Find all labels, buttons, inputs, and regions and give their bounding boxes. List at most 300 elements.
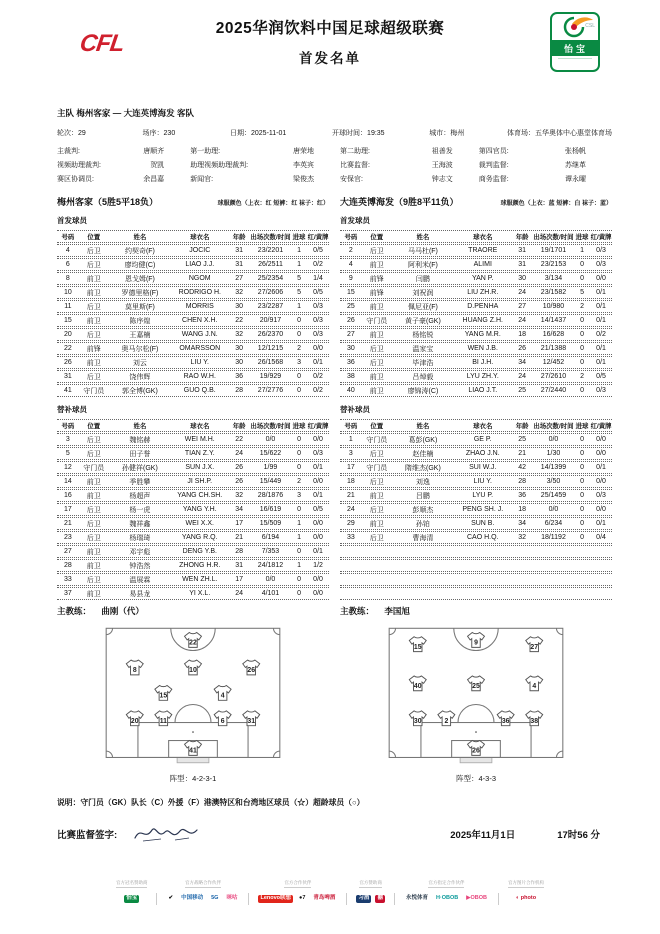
player-jersey-icon bbox=[126, 711, 143, 726]
player-cell: YANG Y.H. bbox=[182, 506, 217, 513]
player-cell: 前锋 bbox=[369, 275, 384, 283]
official-name: 祖善发 bbox=[431, 148, 453, 155]
player-cell: 0/0 bbox=[313, 520, 323, 527]
player-cell: 约契奇(F) bbox=[124, 247, 155, 255]
player-cell: 32 bbox=[235, 492, 244, 499]
svg-text:15: 15 bbox=[413, 643, 422, 651]
player-row bbox=[340, 370, 612, 383]
player-cell: 26 bbox=[346, 317, 355, 324]
player-cell: 后卫 bbox=[86, 373, 101, 381]
player-cell: 0/1 bbox=[596, 464, 606, 471]
player-cell: 25 bbox=[346, 303, 355, 310]
player-cell: 孙铂 bbox=[415, 520, 430, 528]
player-cell: 0/0 bbox=[548, 506, 559, 513]
player-cell: 20 bbox=[63, 331, 72, 338]
player-cell: 24 bbox=[235, 590, 244, 597]
svg-text:27: 27 bbox=[530, 643, 539, 651]
home-formation-caption: 阵型：4-2-3-1 bbox=[169, 774, 217, 783]
player-cell: 陈序煌 bbox=[129, 317, 151, 325]
sponsor-logo: 习酒 bbox=[358, 895, 370, 902]
player-row bbox=[340, 433, 612, 446]
player-cell: 马马杜(F) bbox=[407, 247, 438, 255]
sponsor-caption: 官方合作伙伴 bbox=[284, 880, 311, 888]
svg-text:31: 31 bbox=[247, 718, 256, 726]
player-row bbox=[57, 328, 329, 341]
column-header: 年龄 bbox=[515, 234, 529, 241]
sponsor-group bbox=[258, 871, 337, 905]
svg-text:2: 2 bbox=[444, 718, 449, 726]
player-cell: 前卫 bbox=[369, 303, 384, 311]
player-cell: 0 bbox=[297, 450, 301, 457]
player-cell: 12/452 bbox=[542, 359, 565, 366]
player-row bbox=[57, 300, 329, 313]
player-cell: 0 bbox=[580, 464, 584, 471]
column-header: 号码 bbox=[344, 234, 358, 241]
player-jersey-icon bbox=[468, 741, 485, 756]
match-info-row bbox=[57, 128, 612, 138]
signature-row bbox=[57, 823, 612, 845]
home-coach-line bbox=[57, 605, 329, 617]
player-jersey-icon bbox=[468, 676, 485, 691]
player-cell: 3 bbox=[297, 359, 301, 366]
player-cell: 0/1 bbox=[313, 548, 323, 555]
away-formation-caption: 阵型：4-3-3 bbox=[455, 774, 496, 783]
player-cell: 后卫 bbox=[86, 576, 101, 584]
sponsor-caption: 官方图片合作机构 bbox=[508, 880, 544, 888]
player-cell: 14/1399 bbox=[540, 464, 567, 471]
player-cell: 前卫 bbox=[369, 331, 384, 339]
player-cell: 6/234 bbox=[544, 520, 563, 527]
home-subs-table bbox=[57, 419, 329, 600]
official-role-label: 裁判监督: bbox=[478, 162, 509, 169]
player-cell: 3 bbox=[65, 436, 70, 443]
player-cell: 31 bbox=[518, 261, 527, 268]
official-cell bbox=[340, 160, 479, 170]
player-row bbox=[57, 370, 329, 383]
player-cell: 1/4 bbox=[313, 275, 323, 282]
player-cell: 阿利米(F) bbox=[407, 261, 438, 269]
player-cell: GUO Q.B. bbox=[183, 387, 216, 394]
player-cell: 17 bbox=[63, 506, 72, 513]
player-row bbox=[57, 545, 329, 558]
official-role-label: 安保官: bbox=[340, 176, 363, 183]
player-jersey-icon bbox=[185, 633, 202, 648]
home-formation bbox=[103, 625, 283, 784]
player-cell: 后卫 bbox=[369, 345, 384, 353]
legend-note: 说明：守门员（GK）队长（C）外援（F）港澳特区和台湾地区球员（☆）超龄球员（○） bbox=[57, 798, 365, 807]
player-cell: 12/1215 bbox=[257, 345, 284, 352]
away-starters-body bbox=[340, 244, 612, 397]
home-team-header bbox=[57, 195, 329, 208]
player-row bbox=[57, 433, 329, 446]
player-cell: WANG J.N. bbox=[181, 331, 218, 338]
player-cell: RODRIGO H. bbox=[178, 289, 221, 296]
player-cell: LIU Y. bbox=[190, 359, 209, 366]
player-cell: PENG SH. J. bbox=[462, 506, 504, 513]
sponsor-logo: ✔ bbox=[168, 895, 174, 902]
player-jersey-icon bbox=[126, 660, 143, 675]
sponsor-group bbox=[116, 871, 148, 905]
page-title: 2025华润饮料中国足球超级联赛 bbox=[215, 20, 445, 37]
player-cell: 后卫 bbox=[86, 450, 101, 458]
sponsor-items bbox=[166, 893, 239, 905]
player-cell: 0/3 bbox=[596, 247, 606, 254]
player-cell: 32 bbox=[235, 289, 244, 296]
player-cell: 23/1582 bbox=[540, 289, 567, 296]
player-jersey-icon bbox=[185, 660, 202, 675]
official-name: 谭永曜 bbox=[564, 176, 586, 183]
player-cell: 0/1 bbox=[596, 289, 606, 296]
player-cell: 杨瑞琦 bbox=[129, 534, 151, 542]
official-name: 张杨帆 bbox=[564, 148, 586, 155]
player-cell: 后卫 bbox=[369, 247, 384, 255]
player-cell: 0/1 bbox=[596, 303, 606, 310]
player-row bbox=[57, 447, 329, 460]
player-cell: 15 bbox=[63, 317, 72, 324]
player-cell: 0 bbox=[580, 492, 584, 499]
player-cell: 24 bbox=[346, 506, 355, 513]
sponsor-divider bbox=[346, 893, 347, 905]
away-coach-name: 李国旭 bbox=[384, 606, 410, 616]
sponsor-logo: 永悦体育 bbox=[405, 895, 428, 902]
player-cell: SUI W.J. bbox=[469, 464, 497, 471]
player-cell: WEN J.B. bbox=[467, 345, 498, 352]
match-info-item: 城市：梅州 bbox=[429, 130, 465, 137]
header bbox=[0, 0, 660, 94]
away-coach-line bbox=[340, 605, 612, 617]
player-row bbox=[57, 286, 329, 299]
player-cell: 0 bbox=[297, 317, 301, 324]
official-cell bbox=[57, 146, 190, 156]
player-row bbox=[57, 517, 329, 530]
page-subtitle: 首发名单 bbox=[299, 51, 361, 66]
player-cell: 16/619 bbox=[259, 506, 282, 513]
player-cell: 0 bbox=[297, 387, 301, 394]
player-cell: 23/2287 bbox=[257, 303, 284, 310]
svg-text:40: 40 bbox=[413, 683, 422, 691]
player-cell: 前卫 bbox=[369, 387, 384, 395]
sponsor-divider bbox=[498, 893, 499, 905]
player-cell: 后卫 bbox=[369, 359, 384, 367]
column-header: 号码 bbox=[61, 423, 75, 430]
column-header: 出场次数/时间 bbox=[250, 423, 291, 430]
player-cell: 后卫 bbox=[369, 478, 384, 486]
official-role-label: 主裁判: bbox=[57, 148, 80, 155]
player-row bbox=[57, 384, 329, 397]
sponsor-logo: 青岛啤酒 bbox=[313, 895, 336, 902]
player-cell: 后卫 bbox=[86, 261, 101, 269]
player-cell: 28 bbox=[235, 387, 244, 394]
player-row bbox=[340, 545, 612, 558]
player-cell: 3 bbox=[348, 450, 353, 457]
player-row bbox=[340, 258, 612, 271]
player-row bbox=[340, 272, 612, 285]
away-starters-label: 首发球员 bbox=[340, 216, 370, 225]
player-cell: 0/5 bbox=[313, 506, 323, 513]
player-cell: LIAO J.J. bbox=[185, 261, 215, 268]
column-header: 号码 bbox=[61, 234, 75, 241]
player-row bbox=[57, 258, 329, 271]
player-cell: 36 bbox=[235, 373, 244, 380]
player-cell: 0 bbox=[297, 576, 301, 583]
player-cell: 0 bbox=[580, 436, 584, 443]
away-team-header bbox=[340, 195, 612, 208]
svg-text:6: 6 bbox=[220, 718, 225, 726]
player-cell: 34 bbox=[518, 520, 527, 527]
player-row bbox=[57, 244, 329, 257]
player-jersey-icon bbox=[438, 711, 455, 726]
player-cell: 25 bbox=[518, 387, 527, 394]
player-cell: 隋维杰(GK) bbox=[405, 464, 441, 472]
player-cell: YANG M.R. bbox=[464, 331, 501, 338]
player-cell: 32 bbox=[518, 534, 527, 541]
column-header: 姓名 bbox=[416, 234, 430, 241]
content bbox=[0, 107, 660, 845]
svg-text:10: 10 bbox=[189, 667, 197, 675]
player-cell: OMARSSON bbox=[179, 345, 221, 352]
player-cell: 后卫 bbox=[86, 520, 101, 528]
player-cell: 22 bbox=[63, 345, 72, 352]
player-cell: 0/0 bbox=[596, 478, 606, 485]
player-cell: 24 bbox=[518, 289, 527, 296]
column-header: 红/黄牌 bbox=[307, 423, 329, 430]
yibao-sponsor-logo bbox=[550, 12, 600, 72]
player-cell: 0 bbox=[580, 345, 584, 352]
player-cell: 27/2606 bbox=[257, 289, 284, 296]
home-team-column bbox=[57, 195, 329, 784]
player-cell: 0 bbox=[580, 261, 584, 268]
official-name: 王海波 bbox=[431, 162, 453, 169]
player-cell: 吕焯毅 bbox=[412, 373, 434, 381]
player-cell: 4 bbox=[65, 247, 70, 254]
player-cell: 前卫 bbox=[369, 261, 384, 269]
player-cell: 37 bbox=[63, 590, 72, 597]
player-row bbox=[57, 587, 329, 600]
column-header: 位置 bbox=[87, 423, 101, 430]
player-cell: 0/5 bbox=[313, 247, 323, 254]
player-cell: 0/2 bbox=[313, 387, 323, 394]
player-cell: 15/622 bbox=[259, 450, 282, 457]
player-cell: 0/4 bbox=[596, 534, 606, 541]
player-cell: 1 bbox=[297, 247, 301, 254]
player-cell: 16 bbox=[63, 492, 72, 499]
player-cell: TIAN Z.Y. bbox=[184, 450, 215, 457]
player-cell: 14 bbox=[63, 478, 72, 485]
svg-text:11: 11 bbox=[159, 718, 167, 726]
player-cell: 27 bbox=[63, 548, 72, 555]
yibao-tagline-line bbox=[558, 58, 592, 67]
player-cell: ALIMI bbox=[473, 261, 492, 268]
player-row bbox=[340, 475, 612, 488]
player-cell: 27/2776 bbox=[257, 387, 284, 394]
player-cell: 15/509 bbox=[259, 520, 282, 527]
player-jersey-icon bbox=[214, 711, 231, 726]
player-cell: 0 bbox=[297, 548, 301, 555]
player-cell: 19/929 bbox=[259, 373, 282, 380]
match-info-item: 轮次：29 bbox=[57, 130, 86, 137]
player-cell: 0 bbox=[580, 478, 584, 485]
player-cell: 0/1 bbox=[313, 359, 323, 366]
player-cell: WEN ZH.L. bbox=[182, 576, 218, 583]
player-cell: 0 bbox=[580, 387, 584, 394]
player-cell: 廖均健(C) bbox=[124, 261, 156, 269]
player-cell: 5 bbox=[580, 289, 584, 296]
player-cell: 0 bbox=[297, 436, 301, 443]
player-row bbox=[340, 573, 612, 586]
player-cell: 19/1701 bbox=[540, 247, 567, 254]
player-jersey-icon bbox=[409, 637, 426, 652]
player-cell: 27/2440 bbox=[540, 387, 567, 394]
player-cell: 18 bbox=[518, 331, 527, 338]
svg-text:4: 4 bbox=[220, 692, 225, 700]
player-cell: 0/0 bbox=[548, 436, 559, 443]
player-cell: 守门员 bbox=[366, 436, 388, 444]
signature-time: 17时56 分 bbox=[557, 830, 600, 841]
player-row bbox=[340, 447, 612, 460]
sponsor-logo: 中国移动 bbox=[181, 895, 204, 902]
player-jersey-icon bbox=[468, 633, 485, 648]
player-row bbox=[340, 244, 612, 257]
player-cell: 前卫 bbox=[86, 289, 101, 297]
player-cell: D.PENHA bbox=[467, 303, 499, 310]
player-cell: YI X.L. bbox=[189, 590, 211, 597]
player-cell: 前卫 bbox=[86, 590, 101, 598]
player-cell: 0/0 bbox=[265, 436, 276, 443]
player-jersey-icon bbox=[409, 711, 426, 726]
sponsor-divider bbox=[394, 893, 395, 905]
player-cell: 0/0 bbox=[596, 436, 606, 443]
teams-line: 主队 梅州客家 — 大连英博海发 客队 bbox=[57, 108, 194, 118]
column-header: 年龄 bbox=[515, 423, 529, 430]
player-cell: 31 bbox=[235, 247, 244, 254]
player-cell: 30 bbox=[235, 345, 244, 352]
player-row bbox=[340, 356, 612, 369]
player-cell: 后卫 bbox=[86, 303, 101, 311]
home-starters-label: 首发球员 bbox=[57, 216, 87, 225]
player-cell: 后卫 bbox=[369, 450, 384, 458]
yibao-wordmark: 怡宝 bbox=[552, 40, 598, 56]
sponsor-logo: ●7 bbox=[299, 895, 306, 902]
player-cell: 刘逸 bbox=[415, 478, 430, 486]
player-row bbox=[340, 328, 612, 341]
player-cell: 0/3 bbox=[313, 450, 323, 457]
player-cell: 38 bbox=[346, 373, 355, 380]
column-header: 号码 bbox=[344, 423, 358, 430]
player-cell: 17 bbox=[235, 520, 244, 527]
player-cell: 33 bbox=[63, 576, 72, 583]
player-cell: 罗德里格(F) bbox=[121, 289, 159, 297]
player-cell: 毕津浩 bbox=[412, 359, 434, 367]
player-cell: 25/1459 bbox=[540, 492, 567, 499]
player-cell: 25/2354 bbox=[257, 275, 284, 282]
player-cell: 0/0 bbox=[596, 275, 606, 282]
player-cell: 守门员 bbox=[366, 464, 388, 472]
player-cell: 0/0 bbox=[313, 345, 323, 352]
sponsor-logo: ◐ photo bbox=[515, 895, 537, 902]
player-cell: YAN P. bbox=[471, 275, 494, 282]
player-cell: 30 bbox=[235, 359, 244, 366]
column-header: 姓名 bbox=[416, 423, 430, 430]
player-jersey-icon bbox=[526, 637, 543, 652]
sponsor-logo: 5G bbox=[211, 895, 219, 902]
player-cell: 0 bbox=[580, 275, 584, 282]
player-row bbox=[340, 587, 612, 600]
player-cell: 0/0 bbox=[596, 450, 606, 457]
player-cell: 27/2610 bbox=[540, 373, 567, 380]
player-cell: 1 bbox=[297, 520, 301, 527]
player-cell: 1/99 bbox=[263, 464, 278, 471]
player-cell: 0/0 bbox=[313, 590, 323, 597]
player-cell: 10 bbox=[63, 289, 72, 296]
player-jersey-icon bbox=[155, 711, 172, 726]
player-cell: LIU ZH.R. bbox=[467, 289, 499, 296]
player-cell: 后卫 bbox=[86, 436, 101, 444]
player-cell: 17 bbox=[346, 464, 355, 471]
player-cell: 0 bbox=[580, 534, 584, 541]
player-row bbox=[340, 461, 612, 474]
svg-text:36: 36 bbox=[501, 718, 510, 726]
column-header: 红/黄牌 bbox=[307, 234, 329, 241]
svg-text:9: 9 bbox=[474, 639, 478, 647]
match-info-item: 开球时间：19:35 bbox=[332, 130, 385, 137]
supervisor-signature bbox=[131, 823, 203, 845]
player-cell: 2 bbox=[348, 247, 353, 254]
player-cell: 24 bbox=[518, 373, 527, 380]
column-header: 位置 bbox=[87, 234, 101, 241]
player-cell: SUN B. bbox=[471, 520, 495, 527]
home-subs-head bbox=[57, 419, 329, 432]
player-cell: JI SH.P. bbox=[187, 478, 213, 485]
player-row bbox=[340, 559, 612, 572]
player-cell: 恩戈姆(F) bbox=[124, 275, 155, 283]
player-cell: 前卫 bbox=[369, 373, 384, 381]
sponsor-logo: Lenovo联想 bbox=[260, 895, 292, 902]
official-cell bbox=[57, 160, 190, 170]
player-cell: 21/1388 bbox=[540, 345, 567, 352]
official-role-label: 新闻官: bbox=[190, 176, 214, 183]
official-cell bbox=[340, 146, 479, 156]
player-cell: 26 bbox=[518, 345, 527, 352]
player-cell: 0/1 bbox=[313, 464, 323, 471]
player-cell: 前卫 bbox=[86, 492, 101, 500]
player-cell: 饶伟辉 bbox=[129, 373, 151, 381]
player-cell: 2 bbox=[297, 478, 301, 485]
player-cell: 30 bbox=[346, 345, 355, 352]
column-header: 进球 bbox=[292, 423, 306, 430]
player-cell: 10/980 bbox=[542, 303, 565, 310]
player-cell: 0/5 bbox=[313, 289, 323, 296]
column-header: 年龄 bbox=[232, 234, 246, 241]
player-cell: 28 bbox=[235, 548, 244, 555]
signature-date: 2025年11月1日 bbox=[450, 830, 516, 841]
player-cell: 5 bbox=[297, 289, 301, 296]
player-cell: 王嘉楠 bbox=[129, 331, 151, 339]
svg-text:8: 8 bbox=[132, 667, 137, 675]
player-cell: 前卫 bbox=[86, 275, 101, 283]
player-cell: 26/2511 bbox=[258, 261, 283, 268]
player-cell: 0/0 bbox=[313, 534, 323, 541]
player-cell: 0/2 bbox=[596, 331, 606, 338]
player-cell: 0 bbox=[297, 590, 301, 597]
player-cell: 3 bbox=[297, 492, 301, 499]
player-cell: 34 bbox=[518, 359, 527, 366]
player-cell: 温展霖 bbox=[129, 576, 151, 584]
official-role-label: 第四官员: bbox=[478, 148, 509, 155]
player-cell: 杨超声 bbox=[129, 492, 151, 500]
player-cell: 0/1 bbox=[596, 317, 606, 324]
official-cell bbox=[57, 174, 190, 184]
player-cell: 3/134 bbox=[544, 275, 563, 282]
